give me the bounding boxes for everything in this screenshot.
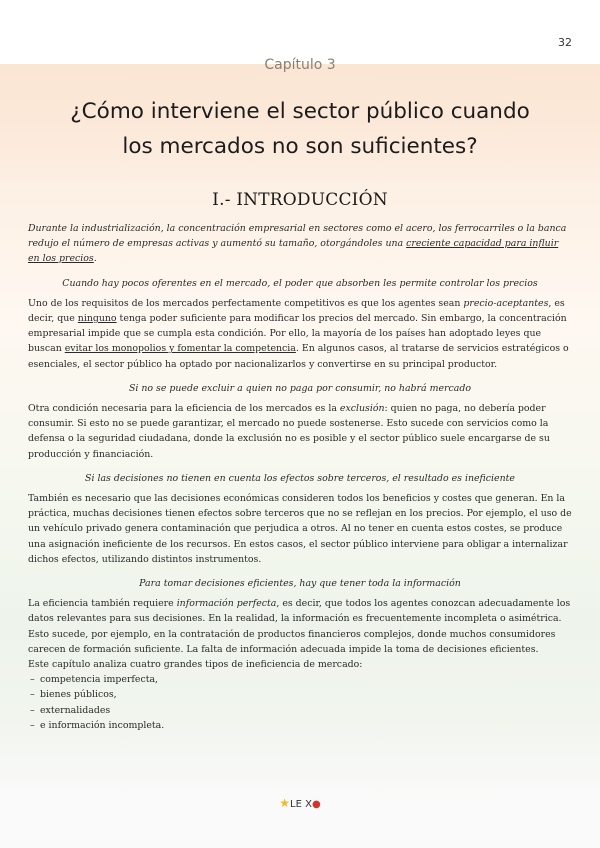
para1-text-3: tenga poder suficiente para modificar los precios del mercado. Sin embargo, la concentración empresarial impide que se cumpla esta condición. Por ello, la mayoría de los países han adoptado leyes que buscan (28, 313, 567, 355)
para2-italic: exclusión (339, 403, 385, 415)
list-item: – bienes públicos, (28, 687, 572, 702)
chapter-label: Capítulo 3 (264, 57, 336, 73)
inefficiency-list (28, 672, 572, 733)
para1-underline-1: ninguno (77, 313, 117, 325)
intro-end: . (93, 253, 97, 265)
para1-text-4: . En algunos casos, al tratarse de servicios estratégicos o esenciales, el sector público ha optado por nacionalizarlos y convertirse en su principal productor. (28, 343, 569, 370)
drop-icon: ● (311, 799, 321, 810)
list-item: – competencia imperfecta, (28, 672, 572, 687)
list-item: – e información incompleta. (28, 718, 572, 733)
intro-paragraph (28, 221, 572, 267)
title-line-2: los mercados no son suficientes? (122, 134, 478, 159)
footer-logo (0, 796, 600, 810)
body-content (28, 221, 572, 733)
subheading-exclusion: Si no se puede excluir a quien no paga por consumir, no habrá mercado (128, 382, 472, 394)
para4-text-1: La eficiencia también requiere (28, 598, 177, 610)
page-number: 32 (558, 36, 572, 49)
page-header-band (0, 0, 600, 64)
para1-text-2: , es decir, que (28, 297, 565, 325)
para2-text-1: Otra condición necesaria para la eficiencia de los mercados es la (28, 403, 340, 415)
para2-text-2: : quien no paga, no debería poder consumir. Si esto no se puede garantizar, el mercado no puede sostenerse. Esto sucede con servicios como la defensa o la seguridad ciudadana, donde la exclusión no es posible y el sector público suele encargarse de su producción y financiación. (28, 403, 550, 460)
subheading-market-power: Cuando hay pocos oferentes en el mercado, el poder que absorben les permite controlar los precios (62, 277, 538, 289)
intro-underlined: creciente capacidad para influir en los precios (28, 238, 559, 265)
subheading-information: Para tomar decisiones eficientes, hay que tener toda la información (139, 578, 461, 590)
para1-text-1: Uno de los requisitos de los mercados perfectamente competitivos es que los agentes sean (28, 297, 464, 309)
para1-italic: precio-aceptantes (463, 297, 549, 309)
section-heading: I.- INTRODUCCIÓN (212, 190, 388, 210)
list-item: – externalidades (28, 703, 572, 718)
star-icon: ★ (279, 796, 291, 810)
intro-text: Durante la industrialización, la concentración empresarial en sectores como el acero, los ferrocarriles o la banca redujo el número de empresas activas y aumentó su tamaño, otorgándoles una (28, 223, 567, 250)
logo-text: LE X (290, 799, 312, 810)
para4-text-2: , es decir, que todos los agentes conozcan adecuadamente los datos relevantes para sus decisiones. En la realidad, la información es frecuentemente incompleta o asimétrica. Esto sucede, por ejemplo, en la contratación de productos financieros complejos, donde muchos consumidores carecen de formación suficiente. La falta de información adecuada impide la toma de decisiones eficientes. (28, 598, 571, 655)
para4-italic: información perfecta (176, 598, 277, 610)
paragraph-externalities: También es necesario que las decisiones económicas consideren todos los beneficios y costes que generan. En la práctica, muchas decisiones tienen efectos sobre terceros que no se reflejan en los precios. Por ejemplo, el uso de un vehículo privado genera contaminación que perjudica a otros. Al no tener en cuenta estos costes, se produce una asignación ineficiente de los recursos. En estos casos, el sector público interviene para obligar a internalizar dichos efectos, utilizando distintos instrumentos. (28, 493, 572, 565)
para1-underline-2: evitar los monopolios y fomentar la competencia (64, 343, 296, 355)
subheading-externalities: Si las decisiones no tienen en cuenta los efectos sobre terceros, el resultado es ineficiente (85, 472, 515, 484)
paragraph-competition (28, 296, 572, 372)
paragraph-information (28, 596, 572, 657)
list-intro: Este capítulo analiza cuatro grandes tipos de ineficiencia de mercado: (28, 659, 363, 671)
page-title (20, 94, 580, 164)
paragraph-exclusion (28, 401, 572, 462)
title-line-1: ¿Cómo interviene el sector público cuando (70, 99, 530, 124)
